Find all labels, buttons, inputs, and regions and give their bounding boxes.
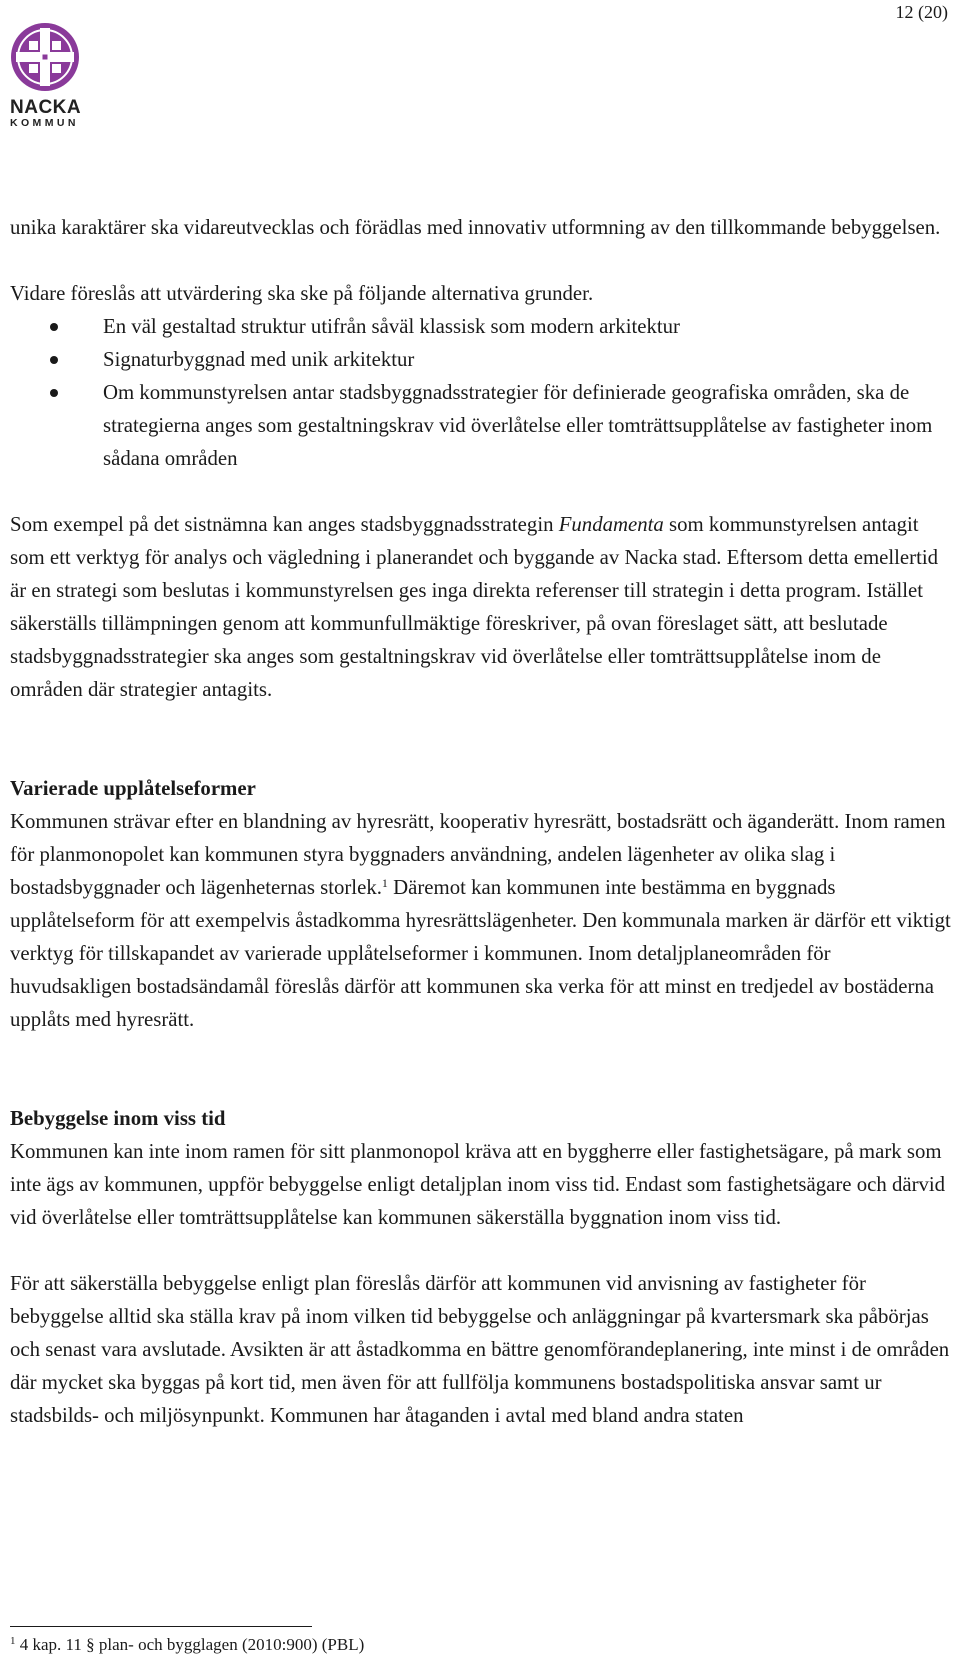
nacka-emblem-icon	[10, 22, 80, 92]
bebyggelse-paragraph-1: Kommunen kan inte inom ramen för sitt planmonopol kräva att en byggherre eller fastighetsägare, på mark som inte ägs av kommunen, uppför bebyggelse enligt detaljplan inom viss tid. Endast som fastighetsägare och därvid vid överlåtelse eller tomträttsupplåtelse kan kommunen säkerställa byggnation inom viss tid.	[10, 1140, 946, 1229]
criteria-list	[10, 310, 955, 475]
page-number: 12 (20)	[895, 2, 948, 22]
footnote-divider	[10, 1626, 312, 1627]
document-body	[10, 211, 955, 1432]
footnote-number: 1	[10, 1635, 16, 1647]
section-heading-bebyggelse: Bebyggelse inom viss tid	[10, 1107, 226, 1130]
strategy-name: Fundamenta	[558, 513, 664, 536]
footnote-text: 4 kap. 11 § plan- och bygglagen (2010:900) (PBL)	[15, 1635, 365, 1654]
footnote	[10, 1634, 364, 1656]
list-item: Signaturbyggnad med unik arkitektur	[10, 343, 955, 376]
list-item: En väl gestaltad struktur utifrån såväl klassisk som modern arkitektur	[10, 310, 955, 343]
list-item: Om kommunstyrelsen antar stadsbyggnadsstrategier för definierade geografiska områden, ska de strategierna anges som gestaltningskrav vid överlåtelse eller tomträttsupplåtelse av fastigheter inom sådana områden	[10, 376, 955, 475]
example-paragraph: Som exempel på det sistnämna kan anges stadsbyggnadsstrategin Fundamenta som kommunstyrelsen antagit som ett verktyg för analys och vägledning i planerandet och byggande av Nacka stad. Eftersom detta emellertid är en strategi som beslutas i kommunstyrelsen ges inga direkta referenser till strategin i detta program. Istället säkerställs tillämpningen genom att kommunfullmäktige föreskriver, på ovan föreslaget sätt, att beslutade stadsbyggnadsstrategier ska anges som gestaltningskrav vid överlåtelse eller tomträttsupplåtelse inom de områden där strategier antagits.	[10, 513, 939, 701]
section-heading-upplatelseformer: Varierade upplåtelseformer	[10, 777, 256, 800]
nacka-kommun-logo	[10, 22, 90, 129]
upplatelseformer-paragraph: Kommunen strävar efter en blandning av hyresrätt, kooperativ hyresrätt, bostadsrätt och äganderätt. Inom ramen för planmonopolet kan kommunen styra byggnaders användning, andelen lägenheter av olika slag i bostadsbyggnader och lägenheternas storlek.$^1$ Däremot kan kommunen inte bestämma en byggnads upplåtelseform för att exempelvis åstadkomma hyresrättslägenheter. Den kommunala marken är därför ett viktigt verktyg för tillskapandet av varierade upplåtelseformer i kommunen. Inom detaljplaneområden för huvudsakligen bostadsändamål föreslås därför att kommunen ska verka för att minst en tredjedel av bostäderna upplåts med hyresrätt.	[10, 810, 951, 1031]
intro-paragraph: unika karaktärer ska vidareutvecklas och förädlas med innovativ utformning av den tillkommande bebyggelsen.	[10, 216, 941, 239]
logo-subtitle: KOMMUN	[10, 117, 79, 129]
bebyggelse-paragraph-2: För att säkerställa bebyggelse enligt plan föreslås därför att kommunen vid anvisning av fastigheter för bebyggelse alltid ska ställa krav på inom vilken tid bebyggelse och anläggningar på kvartersmark ska påbörjas och senast vara avslutade. Avsikten är att åstadkomma en bättre genomförandeplanering, inte minst i de områden där mycket ska byggas på kort tid, men även för att fullfölja kommunens bostadspolitiska ansvar samt ur stadsbilds- och miljösynpunkt. Kommunen har åtaganden i avtal med bland andra staten	[10, 1272, 950, 1427]
list-intro: Vidare föreslås att utvärdering ska ske på följande alternativa grunder.	[10, 282, 594, 305]
footnote-reference: 1	[381, 876, 388, 890]
logo-name: NACKA	[10, 97, 82, 118]
